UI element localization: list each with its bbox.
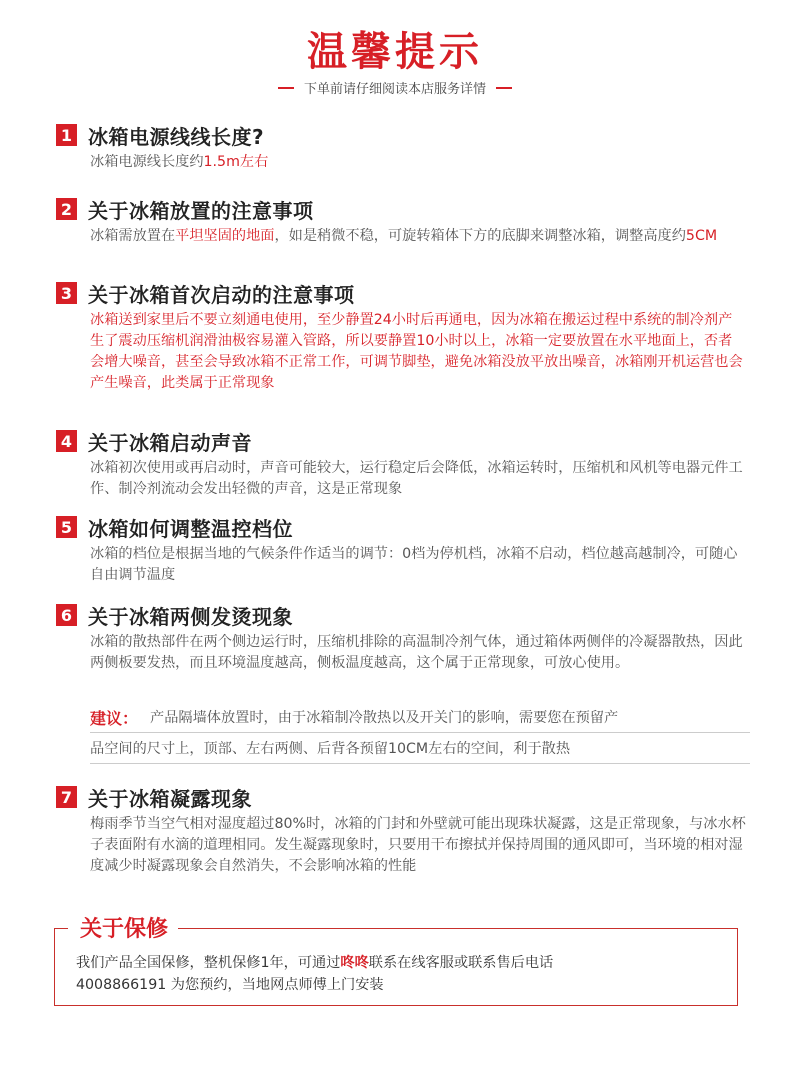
section-number: 7 (56, 786, 77, 808)
warranty-text: 我们产品全国保修，整机保修1年，可通过 (76, 955, 341, 971)
body-text: ，如是稍微不稳，可旋转箱体下方的底脚来调整冰箱，调整高度约 (274, 228, 686, 244)
suggestion-block (90, 702, 750, 764)
suggestion-line (90, 702, 750, 733)
warranty-text: 联系在线客服或联系售后电话 (368, 955, 554, 971)
section-title: 关于冰箱两侧发烫现象 (88, 604, 293, 629)
section-body: 冰箱送到家里后不要立刻通电使用，至少静置24小时后再通电，因为冰箱在搬运过程中系统的制冷剂产生了震动压缩机润滑油极容易灌入管路，所以要静置10小时以上，冰箱一定要放置在水平地面上，否者会增大噪音，甚至会导致冰箱不正常工作，可调节脚垫，避免冰箱没放平放出噪音，冰箱刚开机运营也会产生噪音，此类属于正常现象 (90, 312, 743, 391)
warranty-line (76, 952, 726, 974)
section-title: 关于冰箱凝露现象 (88, 786, 252, 811)
section-number: 1 (56, 124, 77, 146)
section-body: 梅雨季节当空气相对湿度超过80%时，冰箱的门封和外壁就可能出现珠状凝露，这是正常现象，与冰水杯子表面附有水滴的道理相同。发生凝露现象时，只要用干布擦拭并保持周围的通风即可，当环境的相对湿度减少时凝露现象会自然消失，不会影响冰箱的性能 (90, 816, 746, 874)
section-4 (56, 428, 746, 500)
divider-left (278, 87, 294, 89)
section-body: 冰箱的散热部件在两个侧边运行时，压缩机排除的高温制冷剂气体，通过箱体两侧伴的冷凝器散热，因此两侧板要发热，而且环境温度越高，侧板温度越高，这个属于正常现象，可放心使用。 (90, 634, 743, 671)
section-title: 关于冰箱首次启动的注意事项 (88, 282, 355, 307)
warranty-line: 4008866191 为您预约，当地网点师傅上门安装 (76, 977, 384, 993)
section-number: 3 (56, 282, 77, 304)
body-highlight: 5CM (685, 228, 718, 244)
section-number: 5 (56, 516, 77, 538)
section-5 (56, 514, 746, 586)
section-body (90, 226, 746, 247)
section-7 (56, 784, 746, 877)
section-number: 2 (56, 198, 77, 220)
section-2 (56, 196, 746, 247)
section-number: 4 (56, 430, 77, 452)
subtitle-row (0, 78, 790, 97)
section-title: 冰箱如何调整温控档位 (88, 516, 293, 541)
contact-highlight: 咚咚 (340, 955, 369, 971)
section-6 (56, 602, 746, 674)
suggestion-text: 产品隔墙体放置时，由于冰箱制冷散热以及开关门的影响，需要您在预留产 (150, 710, 619, 726)
body-text: 冰箱需放置在 (90, 228, 176, 244)
body-highlight: 1.5m左右 (203, 154, 269, 170)
section-1 (56, 122, 746, 173)
section-3 (56, 280, 746, 394)
body-highlight: 平坦坚固的地面 (175, 228, 275, 244)
suggestion-text: 品空间的尺寸上，顶部、左右两侧、后背各预留10CM左右的空间，利于散热 (90, 741, 571, 757)
section-number: 6 (56, 604, 77, 626)
suggestion-line (90, 733, 750, 764)
body-text: 冰箱电源线长度约 (90, 154, 204, 170)
warranty-body (76, 952, 726, 996)
warranty-title: 关于保修 (68, 912, 178, 943)
suggestion-label: 建议： (90, 708, 139, 728)
section-title: 关于冰箱放置的注意事项 (88, 198, 314, 223)
section-body: 冰箱初次使用或再启动时，声音可能较大，运行稳定后会降低，冰箱运转时，压缩机和风机等电器元件工作、制冷剂流动会发出轻微的声音，这是正常现象 (90, 460, 743, 497)
section-body (90, 152, 746, 173)
section-title: 关于冰箱启动声音 (88, 430, 252, 455)
divider-right (496, 87, 512, 89)
section-body: 冰箱的档位是根据当地的气候条件作适当的调节：0档为停机档，冰箱不启动，档位越高越制冷，可随心自由调节温度 (90, 546, 738, 583)
section-title: 冰箱电源线线长度? (88, 124, 265, 149)
page-title: 温馨提示 (307, 29, 483, 75)
page-subtitle: 下单前请仔细阅读本店服务详情 (303, 82, 486, 97)
